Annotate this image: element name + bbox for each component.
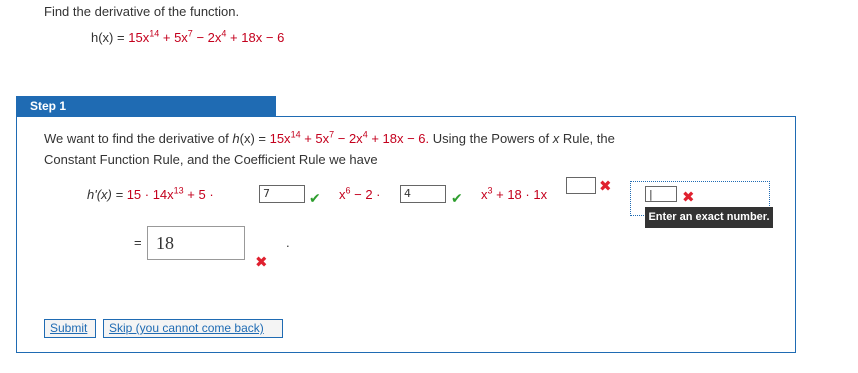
step-intro-line-1: We want to find the derivative of $h(x) = 15x^{14} + 5x^7 - 2x^4 + 18x - 6$. Using the Powers of x Rule, the — [44, 129, 615, 146]
function-expression: $15x^{14} + 5x^7 - 2x^4 + 18x - 6$ — [128, 28, 285, 45]
skip-button[interactable]: Skip (you cannot come back) — [103, 319, 283, 338]
incorrect-x-icon: ✖ — [682, 189, 695, 206]
step-intro-line-2: Constant Function Rule, and the Coefficient Rule we have — [44, 152, 378, 167]
constant-input-4[interactable]: | — [645, 186, 677, 202]
step-header: Step 1 — [16, 96, 276, 116]
result-equals: = — [134, 235, 142, 250]
coefficient-input-1[interactable]: 7 — [259, 185, 305, 203]
result-answer-box[interactable]: 18 — [147, 226, 245, 260]
derivative-lhs: $h'(x) = 15 \cdot 14x^{13} + 5$ · — [87, 185, 214, 202]
derivative-term-3: $x^3 + 18 \cdot 1x$ — [481, 185, 548, 202]
function-definition: $h(x) = 15x^{14} + 5x^7 - 2x^4 + 18x - 6$ — [91, 28, 285, 45]
function-lhs: h(x) — [91, 30, 114, 45]
exponent-input-3[interactable] — [566, 177, 596, 194]
result-period: . — [286, 235, 290, 250]
input-hint-tooltip: Enter an exact number. — [645, 207, 773, 228]
incorrect-x-icon: ✖ — [255, 254, 268, 271]
correct-check-icon: ✔ — [309, 190, 321, 206]
exponent-input-2[interactable]: 4 — [400, 185, 446, 203]
incorrect-x-icon: ✖ — [599, 178, 612, 195]
submit-button[interactable]: Submit — [44, 319, 96, 338]
correct-check-icon: ✔ — [451, 190, 463, 206]
question-prompt: Find the derivative of the function. — [44, 4, 240, 19]
derivative-term-2: $x^6 - 2$ · — [339, 185, 381, 202]
